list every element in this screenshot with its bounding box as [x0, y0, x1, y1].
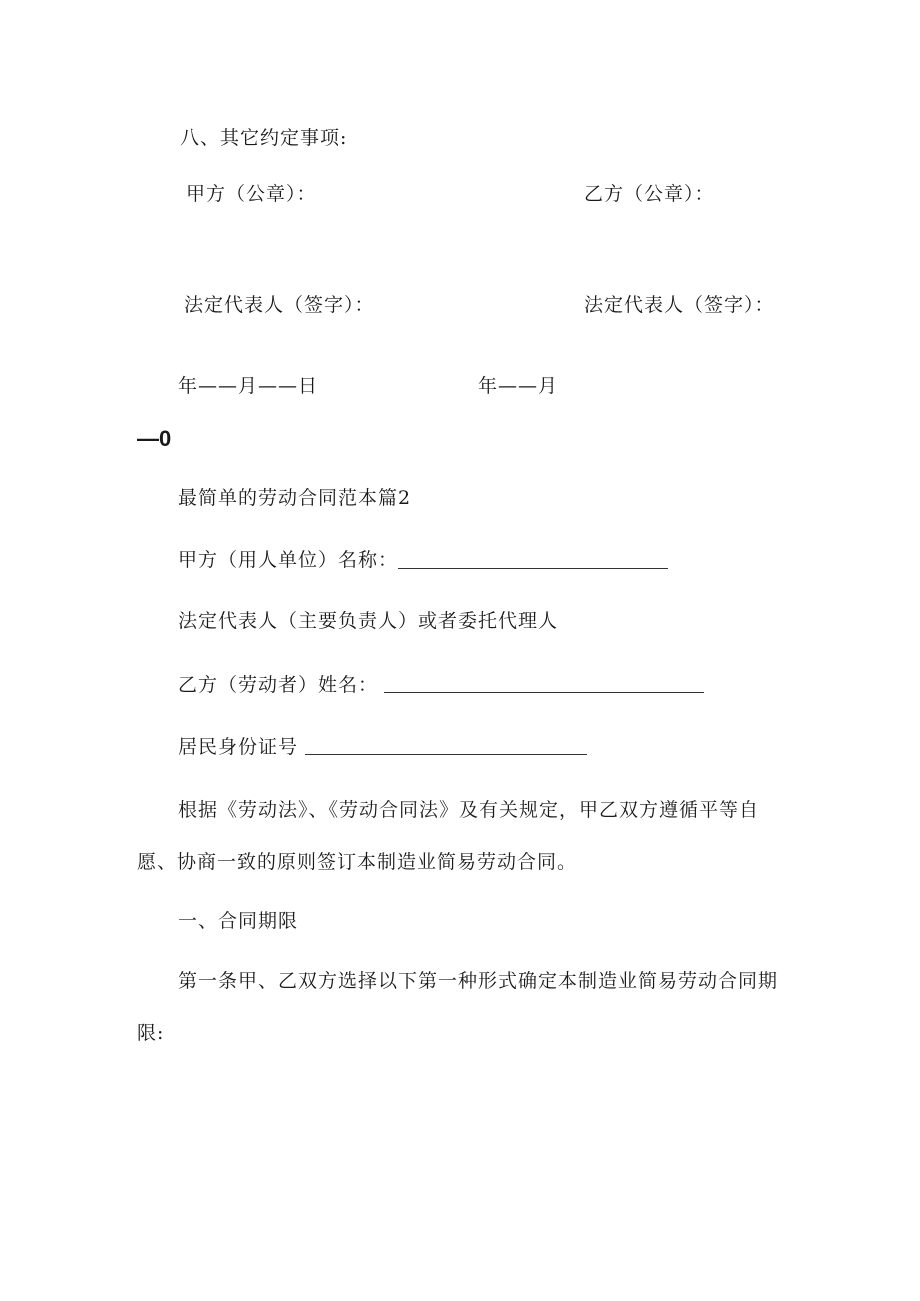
employee-name-label: 乙方（劳动者）姓名：	[178, 674, 379, 696]
date-left: 年——月——日	[178, 375, 319, 397]
article-1-line-1: 第一条甲、乙双方选择以下第一种形式确定本制造业简易劳动合同期	[178, 970, 779, 992]
article-1-line-2: 限:	[137, 1022, 165, 1044]
preamble-line-2: 愿、协商一致的原则签订本制造业简易劳动合同。	[137, 851, 578, 873]
contract-title: 最简单的劳动合同范本篇2	[178, 487, 412, 509]
id-number-label: 居民身份证号	[178, 736, 299, 758]
preamble-line-1: 根据《劳动法》、《劳动合同法》及有关规定，甲乙双方遵循平等自	[178, 799, 760, 821]
section-heading: 八、其它约定事项:	[180, 127, 348, 149]
legal-rep-label: 法定代表人（主要负责人）或者委托代理人	[178, 610, 559, 632]
section-1-heading: 一、合同期限	[178, 910, 299, 932]
party-b-seal-label: 乙方（公章）：	[584, 183, 715, 205]
employee-name-blank[interactable]	[384, 692, 704, 693]
date-right: 年——月	[478, 375, 559, 397]
id-number-blank[interactable]	[305, 754, 587, 755]
date-tail: —0	[137, 426, 172, 451]
party-a-rep-label: 法定代表人（签字）：	[184, 294, 375, 316]
party-a-seal-label: 甲方（公章）：	[186, 183, 317, 205]
employer-name-blank[interactable]	[398, 568, 668, 569]
party-b-rep-label: 法定代表人（签字）：	[584, 294, 775, 316]
employer-name-label: 甲方（用人单位）名称：	[178, 549, 399, 571]
